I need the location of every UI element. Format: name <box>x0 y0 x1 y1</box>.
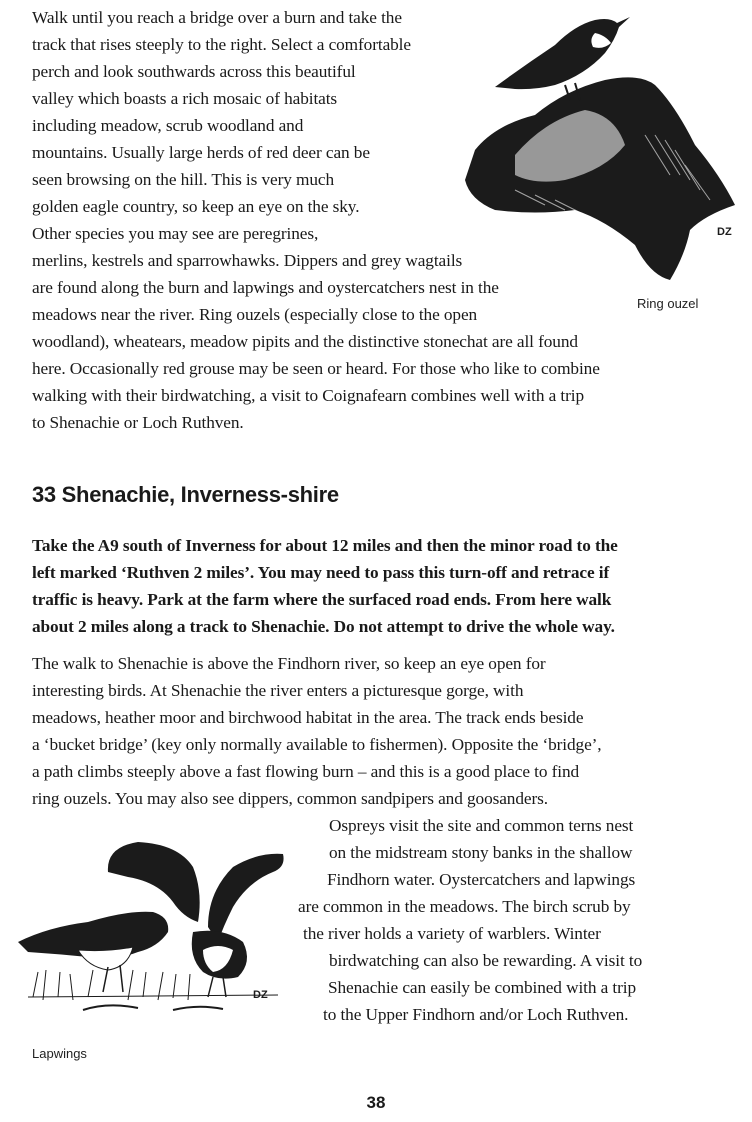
directions-line: left marked ‘Ruthven 2 miles’. You may need to pass this turn-off and retrace if <box>32 563 610 582</box>
page-number: 38 <box>366 1093 386 1112</box>
directions-line: traffic is heavy. Park at the farm where the surfaced road ends. From here walk <box>32 590 612 609</box>
ring-ouzel-caption: Ring ouzel <box>637 296 699 311</box>
wrap-line: birdwatching can also be rewarding. A visit to <box>329 951 643 970</box>
ring-ouzel-drawing <box>455 5 745 290</box>
body-line: interesting birds. At Shenachie the river enters a picturesque gorge, with <box>32 681 524 700</box>
intro-line: seen browsing on the hill. This is very much <box>32 170 334 189</box>
illustrator-signature: DZ <box>253 989 268 1001</box>
wrap-line: Ospreys visit the site and common terns nest <box>329 816 634 835</box>
ring-ouzel-illustration <box>455 5 745 290</box>
directions-line: Take the A9 south of Inverness for about 12 miles and then the minor road to the <box>32 536 618 555</box>
wrap-line: to the Upper Findhorn and/or Loch Ruthven. <box>323 1005 629 1024</box>
section-heading: 33 Shenachie, Inverness-shire <box>32 482 339 507</box>
intro-line: including meadow, scrub woodland and <box>32 116 304 135</box>
intro-line: perch and look southwards across this beautiful <box>32 62 356 81</box>
intro-line: to Shenachie or Loch Ruthven. <box>32 413 244 432</box>
body-line: a path climbs steeply above a fast flowing burn – and this is a good place to find <box>32 762 580 781</box>
intro-line: merlins, kestrels and sparrowhawks. Dippers and grey wagtails <box>32 251 463 270</box>
intro-line: mountains. Usually large herds of red deer can be <box>32 143 370 162</box>
body-line: meadows, heather moor and birchwood habitat in the area. The track ends beside <box>32 708 584 727</box>
intro-line: Walk until you reach a bridge over a burn and take the <box>32 8 402 27</box>
wrap-line: are common in the meadows. The birch scrub by <box>298 897 631 916</box>
intro-line: meadows near the river. Ring ouzels (especially close to the open <box>32 305 478 324</box>
body-line: The walk to Shenachie is above the Findhorn river, so keep an eye open for <box>32 654 546 673</box>
intro-line: track that rises steeply to the right. Select a comfortable <box>32 35 411 54</box>
wrap-line: Findhorn water. Oystercatchers and lapwings <box>327 870 636 889</box>
directions-line: about 2 miles along a track to Shenachie. Do not attempt to drive the whole way. <box>32 617 615 636</box>
intro-line: walking with their birdwatching, a visit to Coignafearn combines well with a trip <box>32 386 584 405</box>
lapwings-illustration <box>8 832 298 1017</box>
intro-line: woodland), wheatears, meadow pipits and the distinctive stonechat are all found <box>32 332 578 351</box>
lapwings-drawing <box>8 832 298 1017</box>
illustrator-signature: DZ <box>717 226 732 238</box>
lapwings-caption: Lapwings <box>32 1046 87 1061</box>
intro-line: here. Occasionally red grouse may be seen or heard. For those who like to combine <box>32 359 600 378</box>
intro-line: Other species you may see are peregrines, <box>32 224 319 243</box>
intro-line: golden eagle country, so keep an eye on the sky. <box>32 197 360 216</box>
intro-line: valley which boasts a rich mosaic of habitats <box>32 89 338 108</box>
wrap-line: the river holds a variety of warblers. Winter <box>303 924 601 943</box>
intro-line: are found along the burn and lapwings and oystercatchers nest in the <box>32 278 499 297</box>
body-line: a ‘bucket bridge’ (key only normally available to fishermen). Opposite the ‘bridge’, <box>32 735 602 754</box>
wrap-line: Shenachie can easily be combined with a trip <box>328 978 636 997</box>
wrap-line: on the midstream stony banks in the shallow <box>329 843 633 862</box>
body-line: ring ouzels. You may also see dippers, common sandpipers and goosanders. <box>32 789 548 808</box>
